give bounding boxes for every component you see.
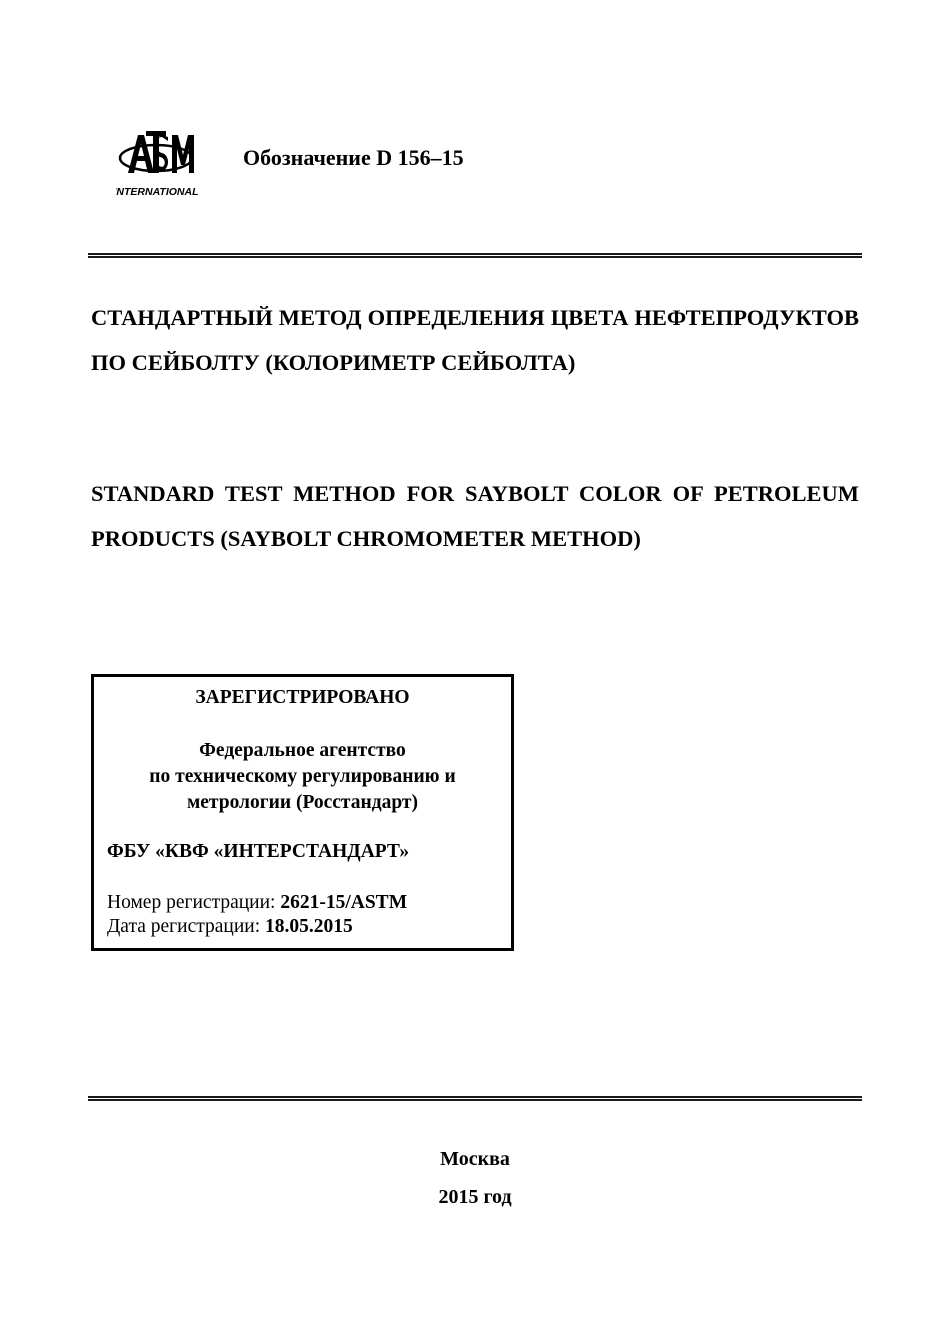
registration-number-label: Номер регистрации:	[107, 892, 281, 913]
title-russian: СТАНДАРТНЫЙ МЕТОД ОПРЕДЕЛЕНИЯ ЦВЕТА НЕФТЕПРОДУКТОВ ПО СЕЙБОЛТУ (КОЛОРИМЕТР СЕЙБОЛТА)	[91, 305, 859, 375]
title-english: STANDARD TEST METHOD FOR SAYBOLT COLOR OF PETROLEUM PRODUCTS (SAYBOLT CHROMOMETER METHOD)	[91, 481, 859, 551]
registration-date-value: 18.05.2015	[265, 916, 353, 937]
registration-number	[107, 892, 407, 914]
publication-year: 2015 год	[438, 1186, 512, 1208]
astm-logo	[116, 125, 200, 199]
registration-heading: ЗАРЕГИСТРИРОВАНО	[195, 687, 410, 708]
document-designation: Обозначение D 156–15	[243, 145, 464, 170]
astm-logo-text: INTERNATIONAL	[116, 186, 199, 198]
publication-city: Москва	[440, 1148, 510, 1170]
astm-logo-icon	[116, 125, 200, 199]
registration-date	[107, 916, 353, 938]
agency-line: метрологии (Росстандарт)	[186, 792, 419, 813]
agency-line: Федеральное агентство	[199, 740, 406, 761]
registration-agency	[94, 738, 511, 816]
bottom-divider	[88, 1096, 862, 1101]
registration-number-value: 2621-15/ASTM	[280, 892, 408, 913]
registration-box	[91, 674, 514, 951]
agency-line: по техническому регулированию и	[149, 766, 456, 787]
top-divider	[88, 253, 862, 258]
registration-date-label: Дата регистрации:	[107, 916, 265, 937]
registration-organization: ФБУ «КВФ «ИНТЕРСТАНДАРТ»	[107, 841, 410, 862]
